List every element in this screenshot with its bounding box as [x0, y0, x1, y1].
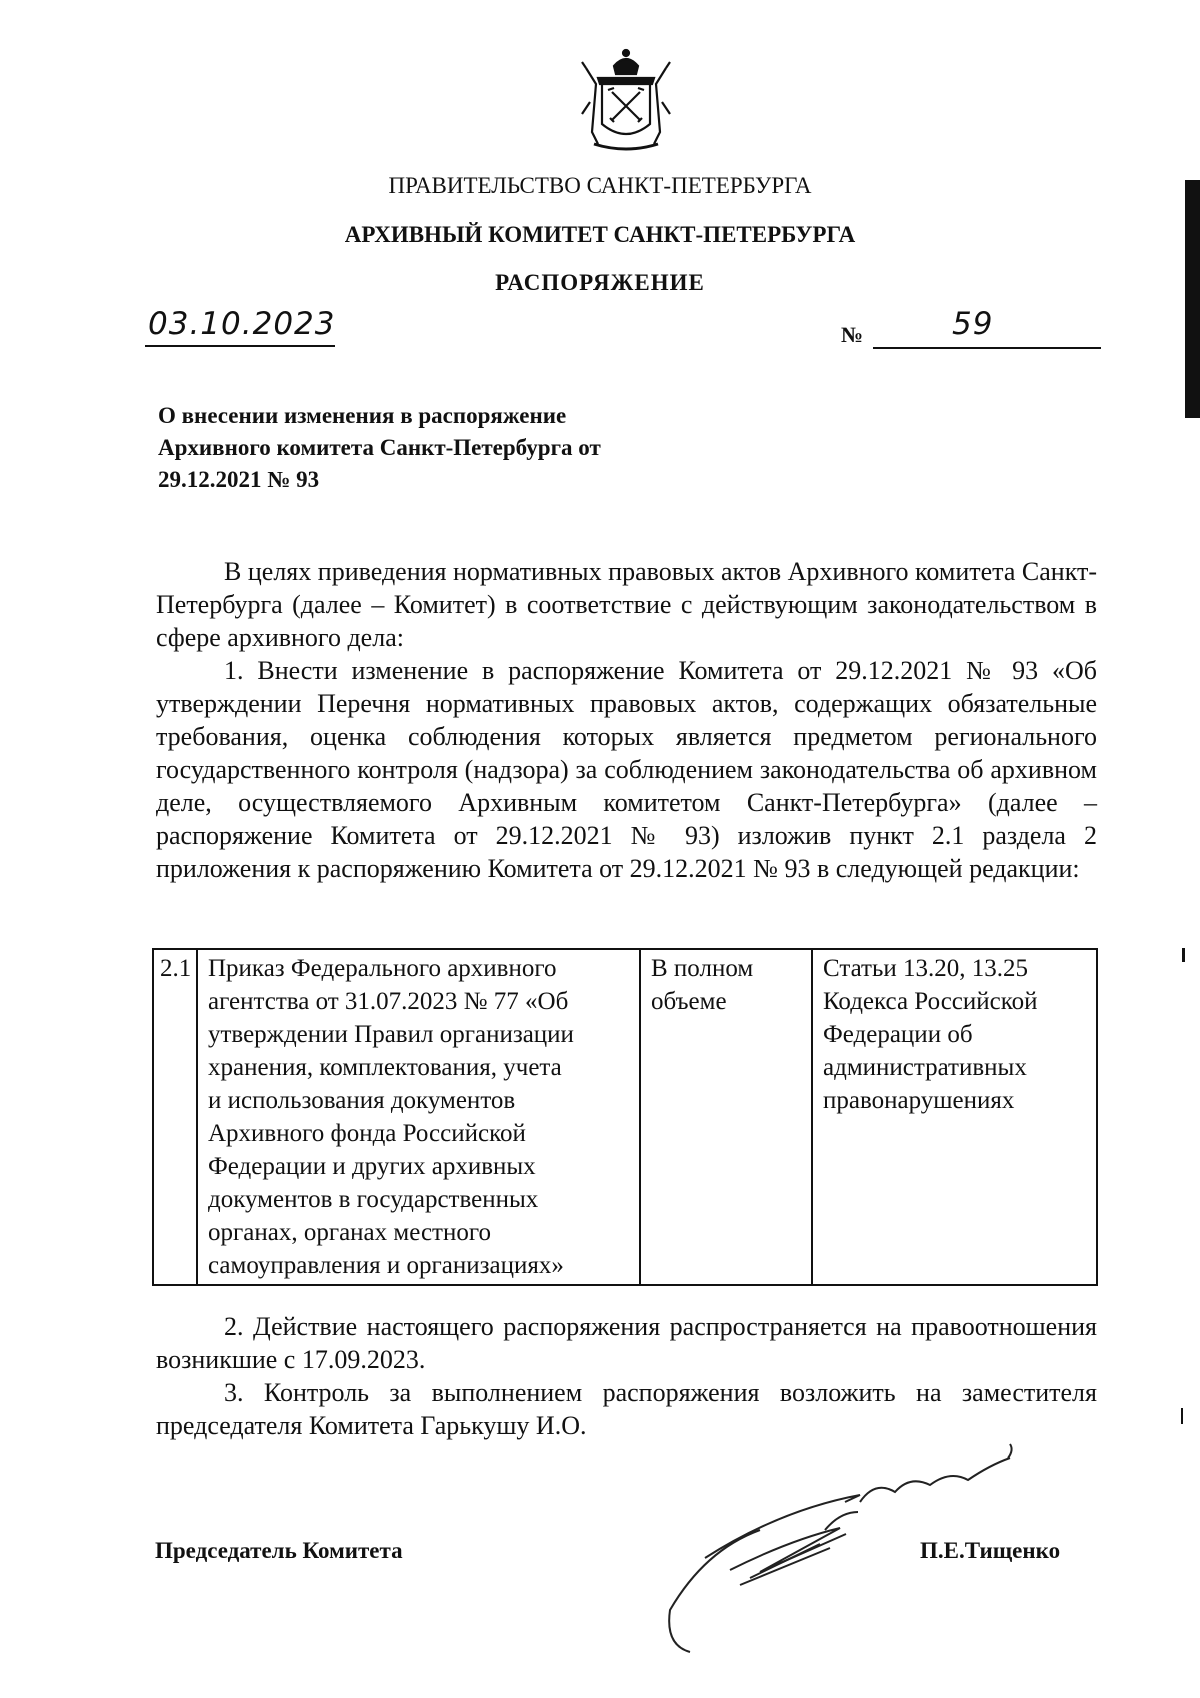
- government-title: ПРАВИТЕЛЬСТВО САНКТ-ПЕТЕРБУРГА: [388, 173, 812, 198]
- act-line: документов в государственных: [208, 1186, 539, 1213]
- coat-of-arms-icon: [578, 44, 674, 154]
- document-body: [156, 555, 1097, 885]
- item-3-paragraph: 3. Контроль за выполнением распоряжения возложить на заместителя председателя Комитета Гарькушу И.О.: [156, 1378, 1097, 1440]
- document-number: 59: [952, 306, 994, 342]
- document-type: РАСПОРЯЖЕНИЕ: [495, 270, 705, 295]
- act-line: утверждении Правил организации: [208, 1021, 574, 1048]
- number-label: №: [841, 322, 864, 347]
- scan-edge-mark: [1185, 180, 1200, 418]
- act-line: Архивного фонда Российской: [208, 1120, 526, 1147]
- scope-cell: [640, 949, 812, 1285]
- item-1-paragraph: 1. Внести изменение в распоряжение Комитета от 29.12.2021 № 93 «Об утверждении Перечня нормативных правовых актов, содержащих обязательные требования, оценка соблюдения которых является предметом регионального государственного контроля (надзора) за соблюдением законодательства об архивном деле, осуществляемого Архивным комитетом Санкт-Петербурга» (далее – распоряжение Комитета от 29.12.2021 № 93) изложив пункт 2.1 раздела 2 приложения к распоряжению Комитета от 29.12.2021 № 93 в следующей редакции:: [156, 656, 1097, 883]
- date-underline: [145, 345, 335, 347]
- scan-edge-mark: [1181, 1408, 1183, 1424]
- articles-line: Статьи 13.20, 13.25: [823, 955, 1028, 982]
- subject-line: О внесении изменения в распоряжение: [158, 403, 567, 428]
- act-cell: [197, 949, 640, 1285]
- scope-line: объеме: [651, 988, 727, 1015]
- committee-title: АРХИВНЫЙ КОМИТЕТ САНКТ-ПЕТЕРБУРГА: [344, 222, 856, 247]
- act-line: Приказ Федерального архивного: [208, 955, 557, 982]
- articles-cell: [812, 949, 1097, 1285]
- amendment-table: [152, 948, 1098, 1286]
- item-2-paragraph: 2. Действие настоящего распоряжения распространяется на правоотношения возникшие с 17.09.2023.: [156, 1312, 1097, 1374]
- document-date: 03.10.2023: [148, 306, 336, 342]
- row-number: 2.1: [153, 949, 197, 1285]
- intro-paragraph: В целях приведения нормативных правовых актов Архивного комитета Санкт-Петербурга (далее – Комитет) в соответствие с действующим законодательством в сфере архивного дела:: [156, 557, 1097, 652]
- document-subject: [158, 400, 698, 496]
- act-line: органах, органах местного: [208, 1219, 491, 1246]
- document-body-continued: [156, 1310, 1097, 1442]
- subject-line: Архивного комитета Санкт-Петербурга от: [158, 435, 601, 460]
- scan-edge-mark: [1182, 948, 1185, 962]
- subject-line: 29.12.2021 № 93: [158, 467, 320, 492]
- handwritten-signature-icon: [610, 1440, 1020, 1660]
- scope-line: В полном: [651, 955, 754, 982]
- articles-line: Кодекса Российской: [823, 988, 1038, 1015]
- signer-position: Председатель Комитета: [155, 1538, 403, 1563]
- articles-line: административных: [823, 1054, 1027, 1081]
- act-line: самоуправления и организациях»: [208, 1252, 564, 1279]
- act-line: агентства от 31.07.2023 № 77 «Об: [208, 988, 569, 1015]
- act-line: Федерации и других архивных: [208, 1153, 536, 1180]
- signer-name: П.Е.Тищенко: [920, 1538, 1061, 1563]
- number-underline: [873, 347, 1101, 349]
- articles-line: правонарушениях: [823, 1087, 1015, 1114]
- articles-line: Федерации об: [823, 1021, 973, 1048]
- act-line: хранения, комплектования, учета: [208, 1054, 562, 1081]
- table-row: [153, 949, 1097, 1285]
- act-line: и использования документов: [208, 1087, 516, 1114]
